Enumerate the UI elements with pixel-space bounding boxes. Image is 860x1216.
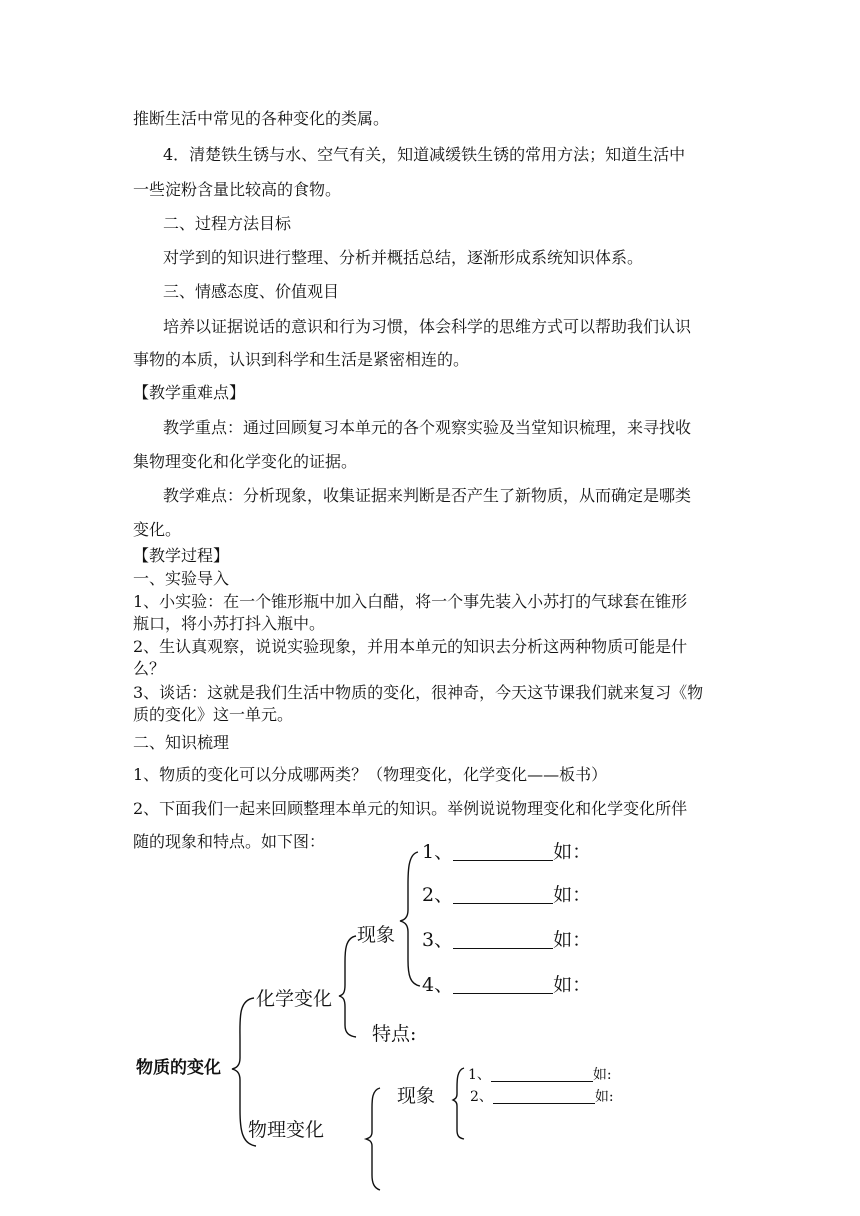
- fill-blank[interactable]: [493, 1089, 595, 1104]
- item-suffix: 如：: [553, 929, 592, 951]
- section-heading: 二、知识梳理: [133, 733, 230, 752]
- paragraph-text: 培养以证据说话的意识和行为习惯，体会科学的思维方式可以帮助我们认识: [163, 317, 692, 336]
- fill-blank[interactable]: [453, 975, 553, 994]
- item-suffix: 如:: [594, 1089, 614, 1105]
- fill-blank[interactable]: [453, 885, 553, 904]
- paragraph-text: 瓶口，将小苏打抖入瓶中。: [133, 614, 326, 633]
- paragraph-text: 一些淀粉含量比较高的食物。: [133, 180, 342, 199]
- chem-item-1: [422, 842, 591, 862]
- paragraph-text: 2、生认真观察，说说实验现象，并用本单元的知识去分析这两种物质可能是什: [133, 637, 688, 656]
- phys-change-label: 物理变化: [248, 1119, 325, 1141]
- paragraph-text: 教学难点：分析现象，收集证据来判断是否产生了新物质，从而确定是哪类: [163, 486, 692, 505]
- paragraph-text: 1、小实验：在一个锥形瓶中加入白醋，将一个事先装入小苏打的气球套在锥形: [133, 592, 688, 611]
- item-number: 4、: [422, 974, 454, 996]
- fill-blank[interactable]: [453, 930, 553, 949]
- item-number: 1、: [422, 841, 454, 863]
- paragraph-text: 质的变化》这一单元。: [133, 705, 294, 724]
- section-heading: 一、实验导入: [133, 569, 230, 588]
- paragraph-text: 2、下面我们一起来回顾整理本单元的知识。举例说说物理变化和化学变化所伴: [133, 799, 688, 818]
- section-heading: 【教学过程】: [133, 546, 230, 565]
- item-number: 1、: [468, 1067, 491, 1083]
- paragraph-text: 教学重点：通过回顾复习本单元的各个观察实验及当堂知识梳理，来寻找收: [163, 418, 692, 437]
- paragraph-text: 推断生活中常见的各种变化的类属。: [133, 109, 390, 128]
- item-number: 3、: [422, 929, 454, 951]
- section-heading: 【教学重难点】: [133, 383, 246, 402]
- item-number: 2、: [422, 884, 454, 906]
- paragraph-text: 4．清楚铁生锈与水、空气有关，知道减缓铁生锈的常用方法；知道生活中: [163, 145, 686, 164]
- item-suffix: 如：: [553, 884, 592, 906]
- section-heading: 二、过程方法目标: [163, 214, 292, 233]
- chem-item-3: [422, 930, 591, 950]
- chem-item-2: [422, 885, 591, 905]
- paragraph-text: 变化。: [133, 520, 182, 539]
- root-label: 物质的变化: [136, 1058, 221, 1078]
- chem-feature-label: 特点:: [372, 1023, 417, 1045]
- phys-item-2: [470, 1087, 614, 1107]
- item-suffix: 如：: [553, 974, 592, 996]
- section-heading: 三、情感态度、价值观目: [163, 282, 340, 301]
- item-suffix: 如：: [553, 841, 592, 863]
- chem-item-4: [422, 975, 591, 995]
- paragraph-text: 1、物质的变化可以分成哪两类？（物理变化，化学变化——板书）: [133, 765, 608, 784]
- paragraph-text: 对学到的知识进行整理、分析并概括总结，逐渐形成系统知识体系。: [163, 248, 644, 267]
- paragraph-text: 随的现象和特点。如下图：: [133, 832, 326, 851]
- item-number: 2、: [470, 1089, 493, 1105]
- fill-blank[interactable]: [491, 1067, 593, 1082]
- chem-change-label: 化学变化: [256, 988, 333, 1010]
- paragraph-text: 集物理变化和化学变化的证据。: [133, 452, 358, 471]
- phys-phenomena-label: 现象: [397, 1085, 436, 1107]
- paragraph-text: 3、谈话：这就是我们生活中物质的变化，很神奇，今天这节课我们就来复习《物: [133, 683, 704, 702]
- fill-blank[interactable]: [453, 842, 553, 861]
- phys-item-1: [468, 1065, 612, 1085]
- paragraph-text: 事物的本质，认识到科学和生活是紧密相连的。: [133, 350, 470, 369]
- paragraph-text: 么？: [133, 659, 166, 678]
- item-suffix: 如:: [592, 1067, 612, 1083]
- chem-phenomena-label: 现象: [357, 924, 396, 946]
